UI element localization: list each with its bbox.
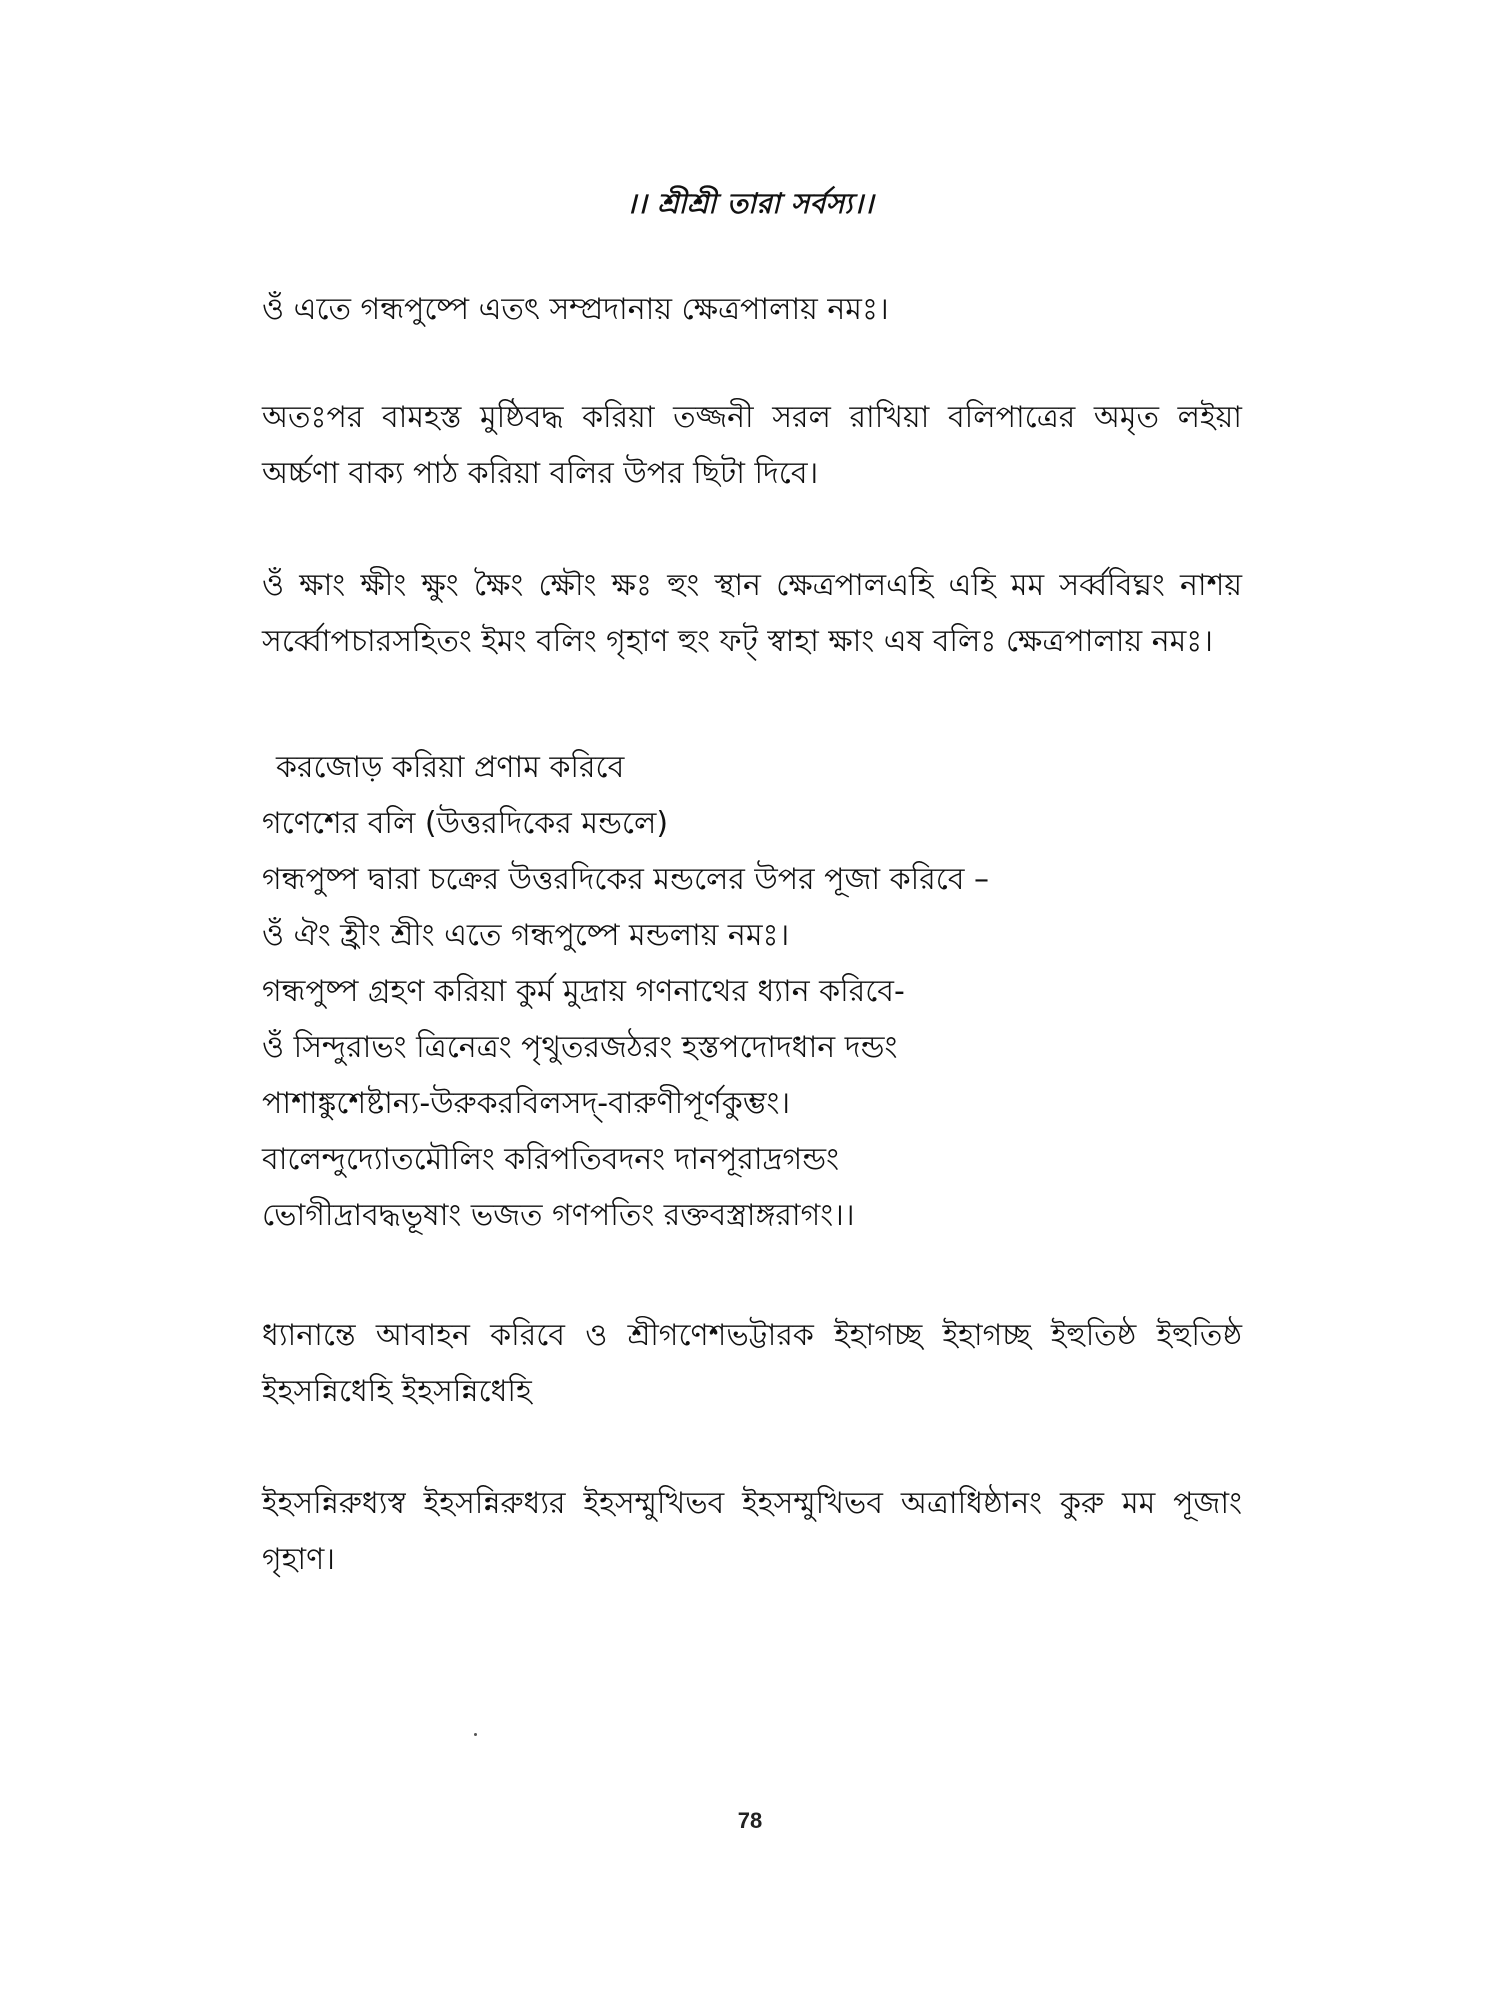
invocation-paragraph: ওঁ এতে গন্ধপুষ্পে এতৎ সম্প্রদানায় ক্ষেত্রপালায় নমঃ।	[262, 292, 889, 327]
text-line: ভোগীদ্রাবদ্ধভূষাং ভজত গণপতিং রক্তবস্ত্রাঙ্গরাগং।।	[262, 1198, 855, 1233]
avahan-paragraph: ধ্যানান্তে আবাহন করিবে ও শ্রীগণেশভট্টারক ইহাগচ্ছ ইহাগচ্ছ ইহুতিষ্ঠ ইহুতিষ্ঠ ইহসন্নিধেহি ইহসন্নিধেহি	[262, 1318, 1242, 1409]
text-line: ওঁ সিন্দুরাভং ত্রিনেত্রং পৃথুতরজঠরং হস্তপদোদধান দন্ডং	[262, 1030, 898, 1065]
mantra-paragraph: ওঁ ক্ষাং ক্ষীং ক্ষুং ক্ষৈং ক্ষৌং ক্ষঃ হুং স্থান ক্ষেত্রপালএহি এহি মম সর্ব্ববিঘ্নং নাশয় সর্ব্বোপচারসহিতং ইমং বলিং গৃহাণ হুং ফট্ স্বাহা ক্ষাং এষ বলিঃ ক্ষেত্রপালায় নমঃ।	[262, 568, 1242, 659]
text-line: করজোড় করিয়া প্রণাম করিবে	[276, 750, 625, 785]
instruction-paragraph: অতঃপর বামহস্ত মুষ্ঠিবদ্ধ করিয়া তজ্জনী সরল রাখিয়া বলিপাত্রের অমৃত লইয়া অর্চ্চণা বাক্য পাঠ করিয়া বলির উপর ছিটা দিবে।	[262, 400, 1242, 491]
page-content	[262, 282, 1242, 1588]
text-line: পাশাঙ্কুশেষ্টান্য-উরুকরবিলসদ্-বারুণীপূর্ণকুম্ভং।	[262, 1086, 791, 1121]
ganesha-bali-block	[262, 740, 1242, 1244]
scan-speck	[474, 1733, 477, 1736]
text-line: ওঁ ঐং হ্রীং শ্রীং এতে গন্ধপুষ্পে মন্ডলায় নমঃ।	[262, 918, 790, 953]
text-line: গন্ধপুষ্প দ্বারা চক্রের উত্তরদিকের মন্ডলের উপর পূজা করিবে –	[262, 862, 989, 897]
text-line: গণেশের বলি (উত্তরদিকের মন্ডলে)	[262, 806, 669, 841]
page-number: 78	[737, 1808, 763, 1833]
text-line: গন্ধপুষ্প গ্রহণ করিয়া কুর্ম মুদ্রায় গণনাথের ধ্যান করিবে-	[262, 974, 905, 1009]
closing-paragraph: ইহসন্নিরুধ্যস্ব ইহসন্নিরুধ্যর ইহসম্মুখিভব ইহসম্মুখিভব অত্রাধিষ্ঠানং কুরু মম পূজাং গৃহাণ।	[262, 1486, 1242, 1577]
page-header: ।। শ্রীশ্রী তারা সর্বস্য।।	[626, 187, 874, 220]
text-line: বালেন্দুদ্যোতমৌলিং করিপতিবদনং দানপূরাদ্রগন্ডং	[262, 1142, 840, 1177]
